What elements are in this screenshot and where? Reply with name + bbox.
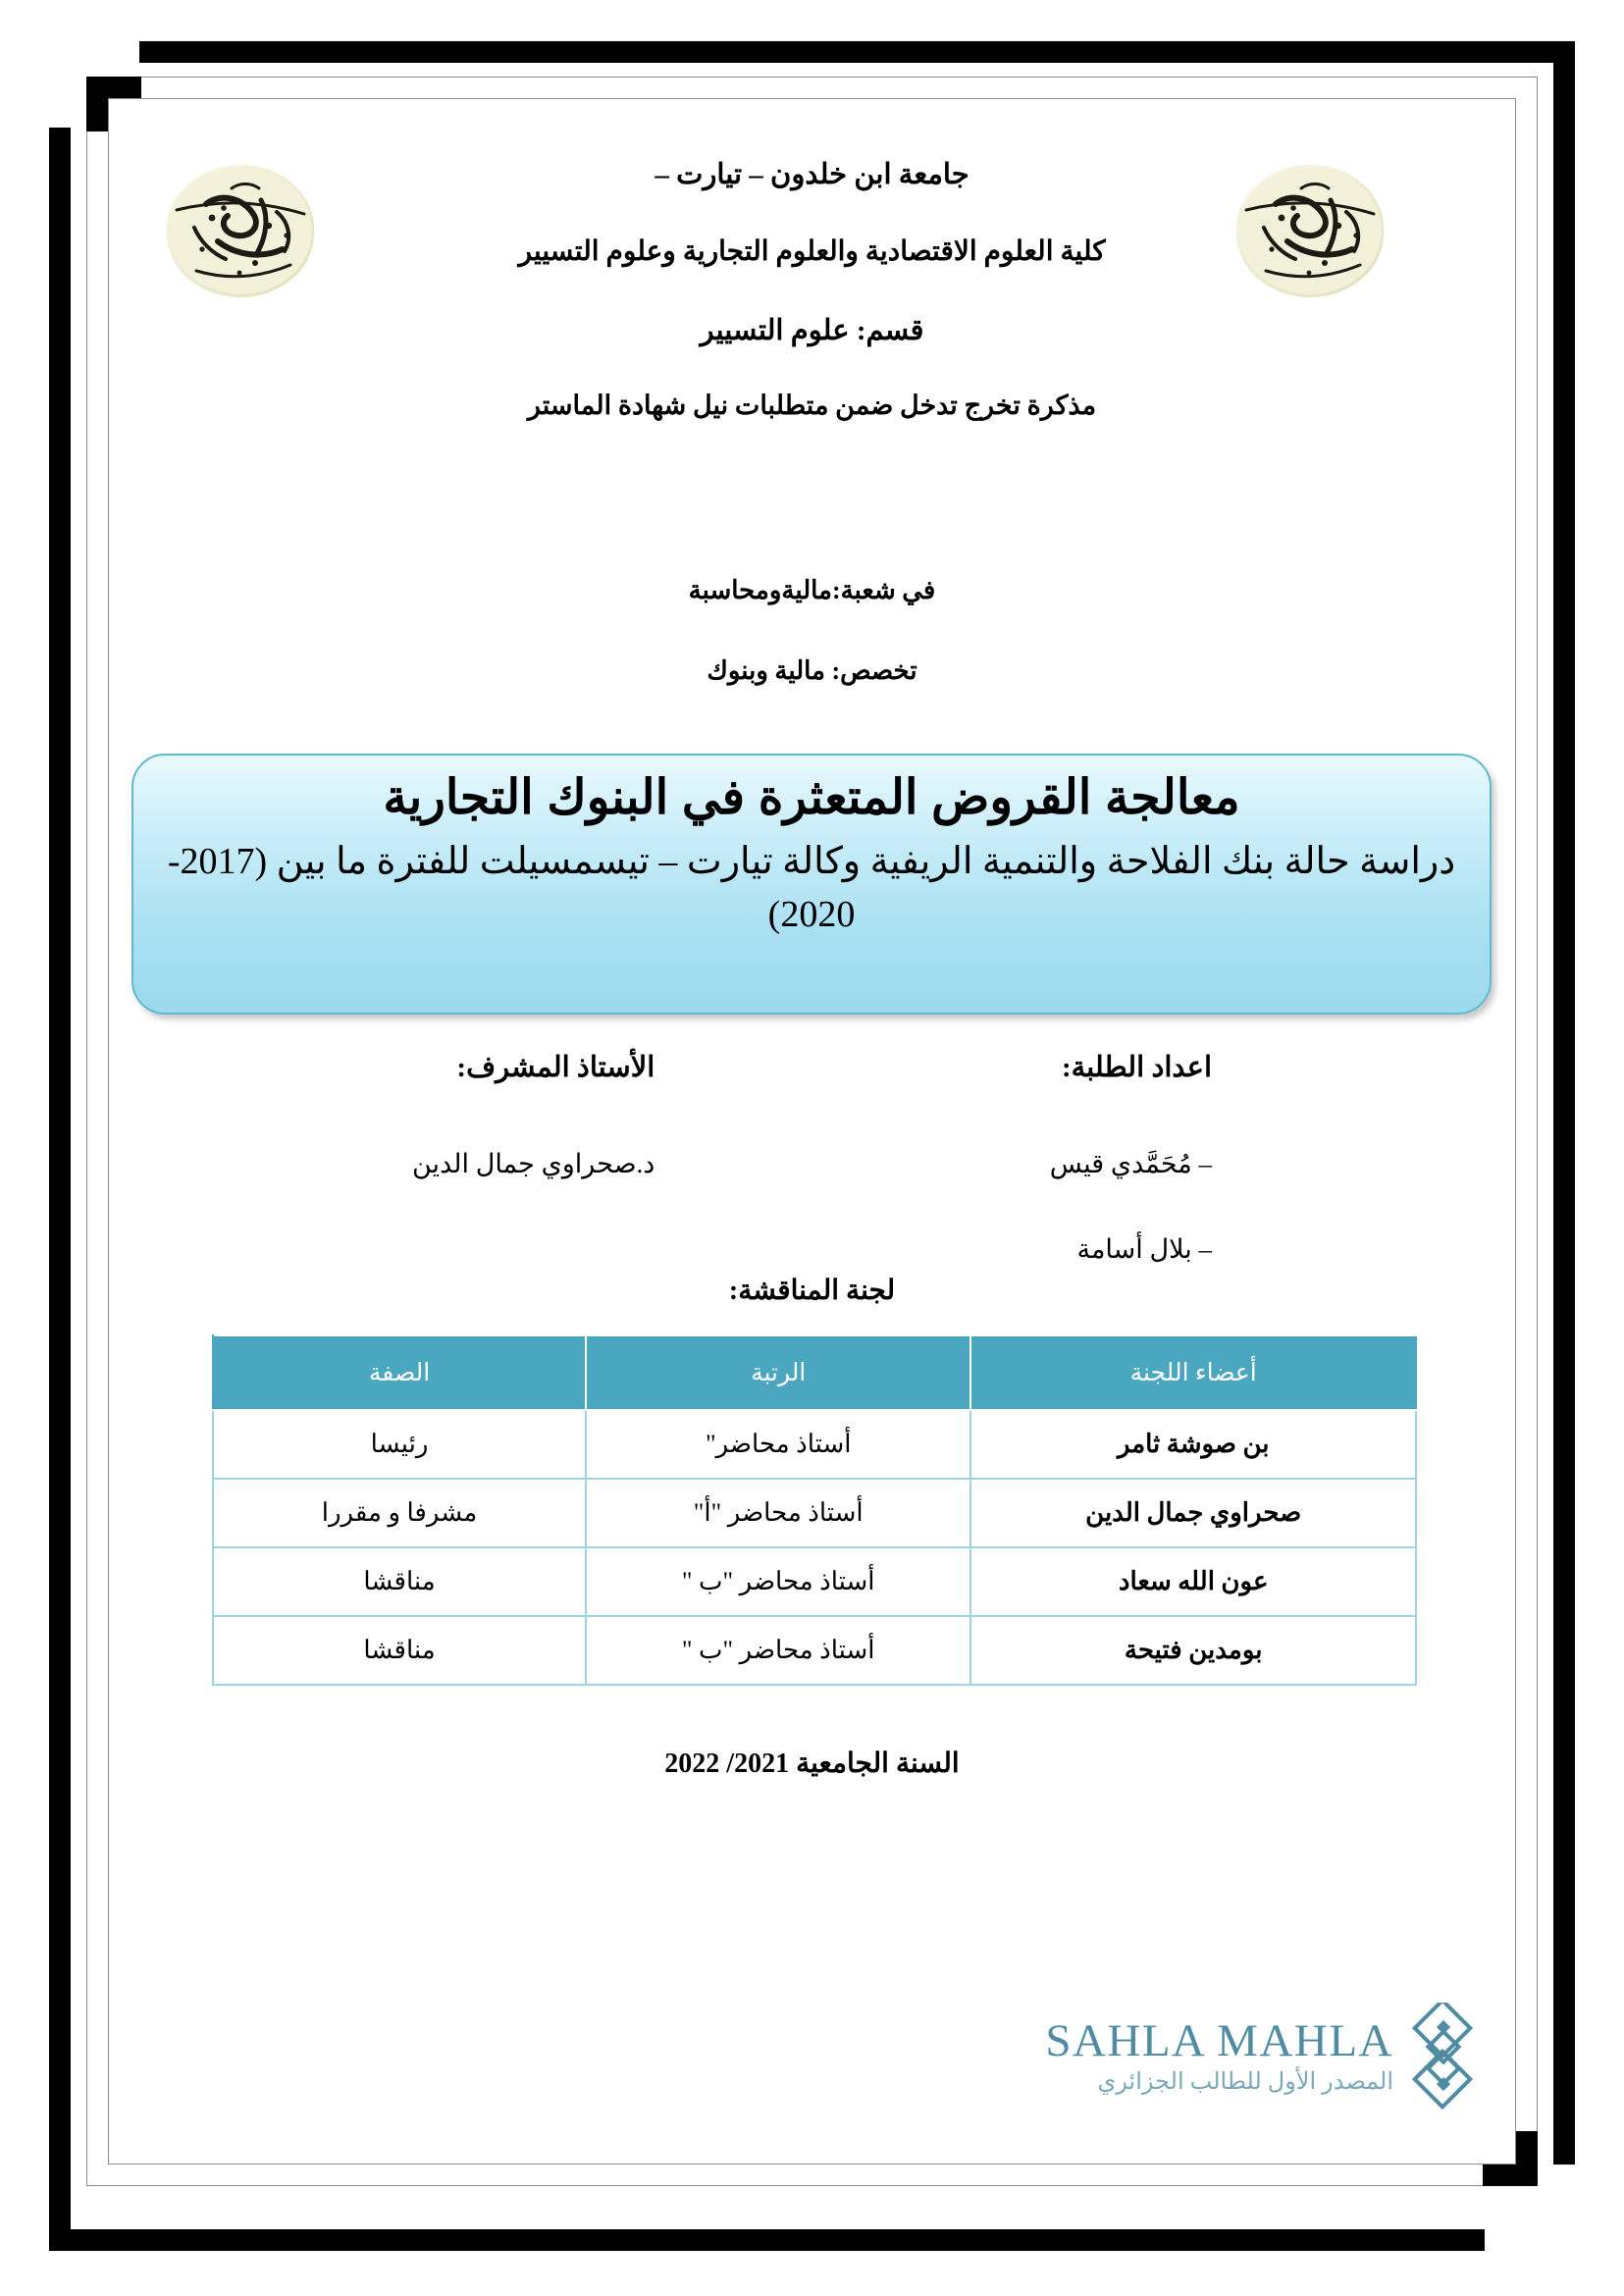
table-row bbox=[213, 1616, 1416, 1685]
academic-year: السنة الجامعية 2021/ 2022 bbox=[664, 1748, 960, 1779]
thesis-title-box bbox=[131, 754, 1492, 1015]
jury-member-name: بومدين فتيحة bbox=[970, 1616, 1416, 1685]
students-heading: اعداد الطلبة: bbox=[1061, 1052, 1212, 1083]
thesis-title-subtitle: دراسة حالة بنك الفلاحة والتنمية الريفية وكالة تيارت – تيسمسيلت للفترة ما بين (2017-2020) bbox=[167, 840, 1456, 935]
university-name: جامعة ابن خلدون – تيارت – bbox=[655, 159, 969, 190]
jury-member-name: صحراوي جمال الدين bbox=[970, 1479, 1416, 1547]
table-row bbox=[213, 1547, 1416, 1616]
jury-member-rank: أستاذ محاضر "ب " bbox=[586, 1616, 970, 1685]
sahla-mahla-logo-icon bbox=[1397, 2003, 1492, 2111]
jury-member-role: رئيسا bbox=[213, 1410, 586, 1479]
watermark-tagline: المصدر الأول للطالب الجزائري bbox=[1097, 2069, 1393, 2095]
authors-and-supervisor bbox=[118, 1050, 1506, 1285]
jury-member-role: مناقشا bbox=[213, 1547, 586, 1616]
jury-member-role: مشرفا و مقررا bbox=[213, 1479, 586, 1547]
students-column bbox=[1050, 1050, 1212, 1265]
table-row bbox=[213, 1479, 1416, 1547]
jury-column-member: أعضاء اللجنة bbox=[970, 1335, 1416, 1410]
cover-content bbox=[118, 147, 1506, 2119]
specialisation-block bbox=[118, 576, 1506, 686]
frame-corner-bottom-right-vertical bbox=[1516, 2131, 1538, 2186]
frame-corner-top-left-vertical bbox=[86, 77, 108, 131]
branch-label: في شعبة:ماليةومحاسبة bbox=[688, 576, 936, 604]
jury-member-rank: أستاذ محاضر "ب " bbox=[586, 1547, 970, 1616]
student-name-2: – بلال أسامة bbox=[1076, 1234, 1212, 1264]
frame-border-left bbox=[49, 128, 71, 2251]
thesis-statement: مذكرة تخرج تدخل ضمن متطلبات نيل شهادة الماستر bbox=[527, 391, 1097, 420]
supervisor-column bbox=[412, 1050, 655, 1179]
table-row bbox=[213, 1410, 1416, 1479]
jury-column-rank: الرتبة bbox=[586, 1335, 970, 1410]
frame-border-right bbox=[1553, 41, 1575, 2165]
jury-column-role: الصفة bbox=[213, 1335, 586, 1410]
thesis-title-main: معالجة القروض المتعثرة في البنوك التجارية bbox=[383, 771, 1240, 824]
department-name: قسم: علوم التسيير bbox=[700, 315, 924, 346]
jury-member-role: مناقشا bbox=[213, 1616, 586, 1685]
student-name-1: – مُحَمَّدي قيس bbox=[1049, 1149, 1212, 1178]
jury-member-name: عون الله سعاد bbox=[970, 1547, 1416, 1616]
major-label: تخصص: مالية وبنوك bbox=[707, 656, 917, 685]
jury-heading: لجنة المناقشة: bbox=[728, 1276, 896, 1306]
supervisor-name: د.صحراوي جمال الدين bbox=[412, 1149, 655, 1178]
sahla-mahla-watermark bbox=[1001, 1997, 1492, 2124]
frame-border-bottom bbox=[49, 2229, 1485, 2251]
faculty-name: كلية العلوم الاقتصادية والعلوم التجارية وعلوم التسيير bbox=[518, 236, 1106, 267]
institution-header bbox=[118, 157, 1506, 421]
jury-table bbox=[212, 1334, 1417, 1686]
jury-member-rank: أستاذ محاضر" bbox=[586, 1410, 970, 1479]
supervisor-heading: الأستاذ المشرف: bbox=[456, 1052, 655, 1083]
frame-border-top bbox=[139, 41, 1575, 63]
watermark-brand-name: SAHLA MAHLA bbox=[1045, 2015, 1393, 2066]
jury-member-name: بن صوشة ثامر bbox=[970, 1410, 1416, 1479]
jury-member-rank: أستاذ محاضر "أ" bbox=[586, 1479, 970, 1547]
jury-table-header-row bbox=[213, 1335, 1416, 1410]
